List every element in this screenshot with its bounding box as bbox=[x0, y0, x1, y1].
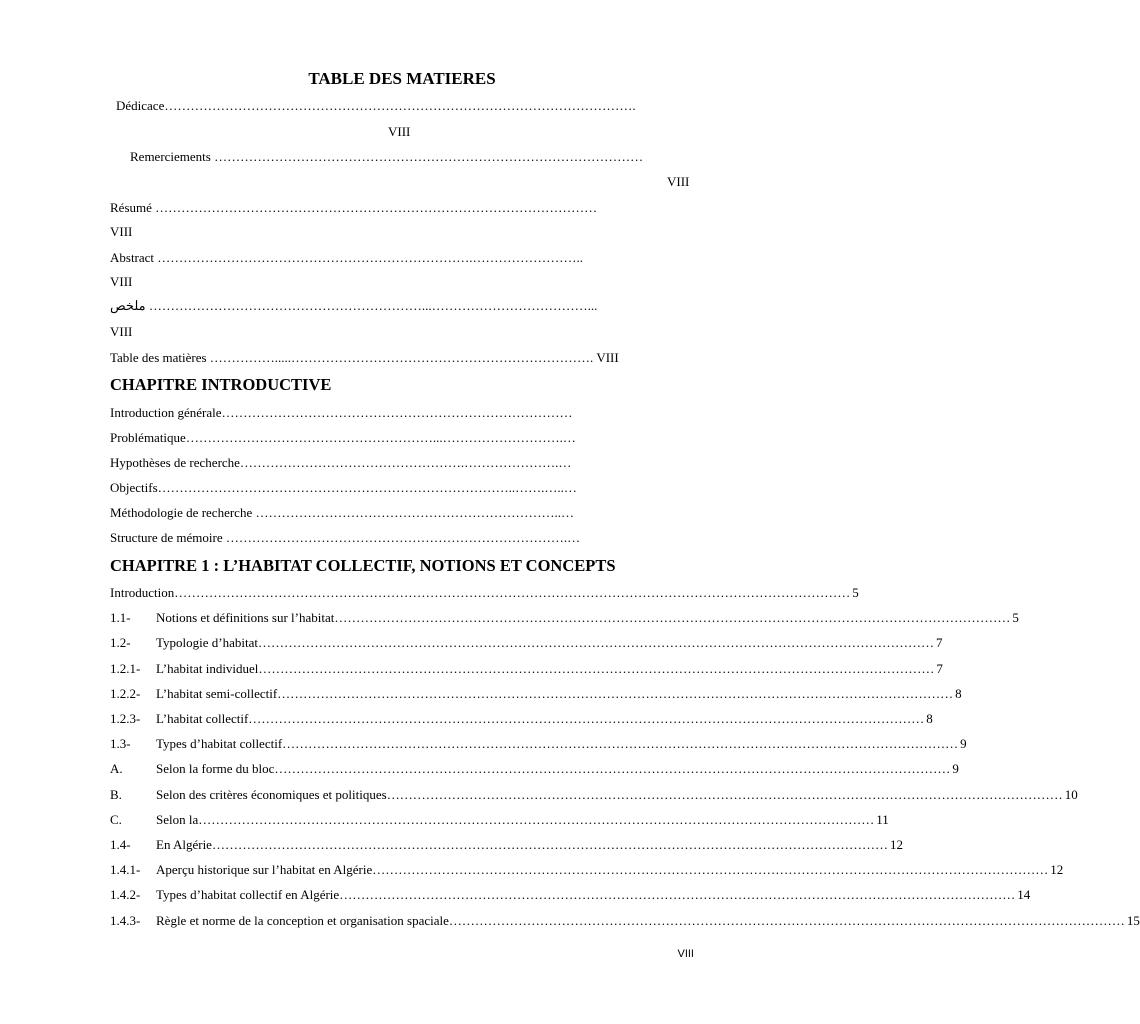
toc-intro-item[interactable]: Introduction générale……………………………………………………………………… bbox=[110, 405, 573, 420]
toc-intro-item[interactable]: Méthodologie de recherche ……………………………………………………………..… bbox=[110, 505, 574, 520]
toc-row-page: 12 bbox=[1050, 862, 1064, 878]
toc-row-label: L’habitat semi-collectif bbox=[156, 685, 278, 701]
chapter-1-heading: CHAPITRE 1 : L’HABITAT COLLECTIF, NOTIONS ET CONCEPTS bbox=[110, 556, 616, 575]
toc-row-leader-dots: ………………………………………………………………………………………………………………………………………… bbox=[198, 811, 875, 827]
toc-row-leader-dots: ………………………………………………………………………………………………………………………………………… bbox=[339, 887, 1016, 903]
toc-dedicace-page: VIII bbox=[388, 124, 411, 139]
toc-chapter1-row[interactable] bbox=[110, 887, 1031, 903]
toc-chapter1-row[interactable] bbox=[110, 635, 943, 651]
toc-row-page: 5 bbox=[852, 585, 859, 600]
toc-row-label: Selon la forme du bloc bbox=[156, 761, 275, 777]
toc-row-number: 1.4- bbox=[110, 837, 131, 852]
toc-row-leader-dots: ………………………………………………………………………………………………………………………………………… bbox=[372, 862, 1049, 878]
toc-table-des-matieres[interactable]: Table des matières …………….....……………………………………………………………. VIII bbox=[110, 350, 619, 365]
toc-dedicace[interactable]: Dédicace………………………………………………………………………………………………. bbox=[116, 98, 636, 113]
toc-row-number: B. bbox=[110, 786, 122, 802]
toc-row-leader-dots: ………………………………………………………………………………………………………………………………………… bbox=[274, 761, 951, 777]
toc-row-leader-dots: ………………………………………………………………………………………………………………………………………… bbox=[386, 786, 1063, 802]
toc-row-label: Typologie d’habitat bbox=[156, 635, 258, 651]
toc-chapter1-row[interactable] bbox=[110, 685, 962, 702]
toc-row-label: L’habitat individuel bbox=[156, 660, 259, 676]
toc-chapter1-row[interactable] bbox=[110, 837, 903, 853]
toc-chapter1-row[interactable] bbox=[110, 711, 933, 727]
toc-intro-item[interactable]: Hypothèses de recherche…………………………………………….………………….… bbox=[110, 455, 572, 470]
toc-row-label: Notions et définitions sur l’habitat bbox=[156, 610, 335, 626]
page-title: TABLE DES MATIERES bbox=[308, 69, 496, 88]
toc-row-page: 15 bbox=[1126, 912, 1140, 928]
toc-row-leader-dots: ………………………………………………………………………………………………………………………………………… bbox=[174, 585, 851, 600]
toc-row-number: 1.2.1- bbox=[110, 660, 141, 676]
toc-arabic-page: VIII bbox=[110, 324, 133, 339]
toc-row-leader-dots: ………………………………………………………………………………………………………………………………………… bbox=[277, 685, 954, 701]
toc-row-label: Règle et norme de la conception et organisation spaciale bbox=[156, 912, 449, 928]
toc-abstract[interactable]: Abstract ……………………………………………………………….…………………….. bbox=[110, 250, 584, 265]
toc-row-page: 7 bbox=[935, 635, 943, 651]
toc-abstract-page: VIII bbox=[110, 274, 133, 289]
toc-row-number: 1.4.2- bbox=[110, 887, 141, 903]
toc-chapter1-row[interactable] bbox=[110, 610, 1019, 626]
toc-row-label: En Algérie bbox=[156, 837, 212, 852]
toc-row-number: 1.2- bbox=[110, 635, 131, 651]
toc-row-label: Types d’habitat collectif en Algérie bbox=[156, 887, 340, 903]
toc-intro-item[interactable]: Structure de mémoire …………………………………………………………………….… bbox=[110, 530, 581, 545]
chapter-intro-heading: CHAPITRE INTRODUCTIVE bbox=[110, 375, 332, 394]
toc-row-number: C. bbox=[110, 811, 122, 827]
toc-intro-item[interactable]: Problématique…………………………………………………...……………………….… bbox=[110, 430, 576, 445]
toc-row-page: 12 bbox=[889, 837, 903, 852]
toc-row-page: 8 bbox=[926, 711, 933, 726]
toc-row-label: Selon des critères économiques et politiques bbox=[156, 786, 387, 802]
toc-chapter1-row[interactable] bbox=[110, 862, 1064, 878]
toc-chapter1-row[interactable] bbox=[110, 811, 889, 828]
page-number-footer: VIII bbox=[677, 948, 694, 960]
toc-row-page: 11 bbox=[876, 811, 889, 827]
toc-remerciements[interactable]: Remerciements ……………………………………………………………………………………… bbox=[130, 149, 644, 164]
toc-row-page: 14 bbox=[1017, 887, 1031, 903]
toc-row-leader-dots: ………………………………………………………………………………………………………………………………………… bbox=[248, 711, 925, 726]
toc-row-label: Selon la bbox=[156, 811, 199, 827]
toc-row-label: Types d’habitat collectif bbox=[156, 736, 283, 752]
toc-chapter1-row[interactable] bbox=[110, 786, 1078, 803]
toc-row-number: 1.2.2- bbox=[110, 685, 141, 701]
toc-intro-item[interactable]: Objectifs………………………………………………………………………..…….…..… bbox=[110, 480, 577, 495]
toc-row-number: A. bbox=[110, 761, 123, 777]
toc-row-number: 1.4.1- bbox=[110, 862, 141, 878]
toc-chapter1-row[interactable] bbox=[110, 736, 967, 752]
toc-chapter1-row[interactable] bbox=[110, 585, 859, 601]
toc-row-number: 1.3- bbox=[110, 736, 131, 752]
toc-row-page: 10 bbox=[1064, 786, 1078, 802]
toc-row-leader-dots: ………………………………………………………………………………………………………………………………………… bbox=[334, 610, 1011, 626]
toc-row-page: 5 bbox=[1012, 610, 1019, 626]
toc-row-number: 1.1- bbox=[110, 610, 131, 626]
toc-row-label: L’habitat collectif bbox=[156, 711, 249, 726]
toc-chapter1-row[interactable] bbox=[110, 761, 959, 777]
toc-row-leader-dots: ………………………………………………………………………………………………………………………………………… bbox=[282, 736, 959, 752]
toc-row-page: 8 bbox=[955, 685, 962, 701]
toc-row-page: 9 bbox=[952, 761, 959, 777]
toc-row-label: Aperçu historique sur l’habitat en Algérie bbox=[156, 862, 373, 878]
toc-row-label: Introduction bbox=[110, 585, 175, 600]
toc-row-number: 1.4.3- bbox=[110, 912, 141, 928]
toc-row-page: 9 bbox=[960, 736, 967, 752]
toc-row-page: 7 bbox=[936, 660, 943, 676]
toc-row-leader-dots: ………………………………………………………………………………………………………………………………………… bbox=[258, 660, 935, 676]
toc-row-leader-dots: ………………………………………………………………………………………………………………………………………… bbox=[448, 912, 1125, 928]
toc-chapter1-row[interactable] bbox=[110, 912, 1140, 929]
toc-row-leader-dots: ………………………………………………………………………………………………………………………………………… bbox=[257, 635, 934, 651]
toc-remerciements-page: VIII bbox=[667, 174, 690, 189]
toc-row-number: 1.2.3- bbox=[110, 711, 141, 726]
toc-chapter1-row[interactable] bbox=[110, 660, 943, 677]
toc-resume[interactable]: Résumé ………………………………………………………………………………………… bbox=[110, 200, 598, 215]
toc-resume-page: VIII bbox=[110, 224, 133, 239]
toc-row-leader-dots: ………………………………………………………………………………………………………………………………………… bbox=[211, 837, 888, 852]
toc-arabic-summary[interactable]: ملخص ………………………………………………………...………………………………... bbox=[110, 298, 598, 313]
